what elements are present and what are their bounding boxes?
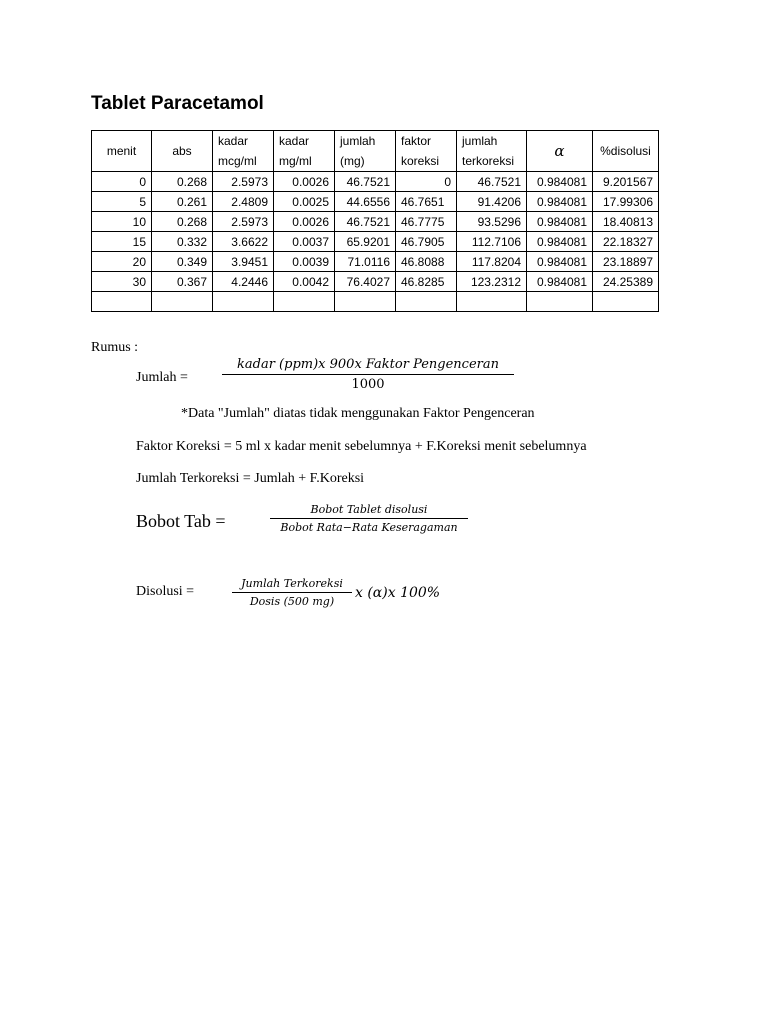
cell-disolusi: 22.18327 [593, 232, 659, 252]
empty-cell [213, 292, 274, 312]
empty-cell [152, 292, 213, 312]
cell-abs: 0.268 [152, 172, 213, 192]
cell-menit: 20 [92, 252, 152, 272]
cell-alpha: 0.984081 [527, 252, 593, 272]
cell-faktor-koreksi: 46.7775 [396, 212, 457, 232]
cell-kadar-mcg: 2.4809 [213, 192, 274, 212]
cell-kadar-mg: 0.0026 [274, 212, 335, 232]
cell-kadar-mcg: 3.9451 [213, 252, 274, 272]
cell-jumlah-terkoreksi: 117.8204 [457, 252, 527, 272]
cell-menit: 30 [92, 272, 152, 292]
cell-kadar-mg: 0.0025 [274, 192, 335, 212]
header-jumlah-terkoreksi: jumlah terkoreksi [457, 131, 527, 172]
empty-cell [335, 292, 396, 312]
cell-faktor-koreksi: 0 [396, 172, 457, 192]
jumlah-denominator: 1000 [351, 377, 385, 392]
cell-menit: 10 [92, 212, 152, 232]
cell-alpha: 0.984081 [527, 172, 593, 192]
cell-jumlah: 71.0116 [335, 252, 396, 272]
header-disolusi: %disolusi [593, 131, 659, 172]
jumlah-numerator: kadar (ppm)x 900x Faktor Pengenceran [222, 357, 514, 375]
cell-jumlah-terkoreksi: 112.7106 [457, 232, 527, 252]
faktor-koreksi-formula: Faktor Koreksi = 5 ml x kadar menit sebelumnya + F.Koreksi menit sebelumnya [136, 439, 587, 454]
table-empty-row [92, 292, 659, 312]
table-row [92, 172, 659, 192]
cell-menit: 0 [92, 172, 152, 192]
header-alpha: α [527, 131, 593, 172]
cell-disolusi: 23.18897 [593, 252, 659, 272]
empty-cell [593, 292, 659, 312]
table-row [92, 232, 659, 252]
disolusi-suffix: x (α)x 100% [355, 585, 441, 601]
cell-alpha: 0.984081 [527, 272, 593, 292]
table-row [92, 212, 659, 232]
cell-jumlah: 44.6556 [335, 192, 396, 212]
jumlah-terkoreksi-formula: Jumlah Terkoreksi = Jumlah + F.Koreksi [136, 471, 365, 486]
jumlah-label: Jumlah = [136, 370, 188, 385]
cell-kadar-mg: 0.0039 [274, 252, 335, 272]
cell-menit: 15 [92, 232, 152, 252]
jumlah-note: *Data "Jumlah" diatas tidak menggunakan Faktor Pengenceran [181, 406, 535, 421]
table-header-row [92, 131, 659, 172]
cell-jumlah: 65.9201 [335, 232, 396, 252]
cell-abs: 0.367 [152, 272, 213, 292]
cell-alpha: 0.984081 [527, 212, 593, 232]
header-faktor-koreksi: faktor koreksi [396, 131, 457, 172]
cell-disolusi: 18.40813 [593, 212, 659, 232]
bobot-numerator: Bobot Tablet disolusi [270, 503, 468, 519]
cell-jumlah: 76.4027 [335, 272, 396, 292]
cell-kadar-mcg: 2.5973 [213, 212, 274, 232]
cell-faktor-koreksi: 46.7651 [396, 192, 457, 212]
cell-jumlah: 46.7521 [335, 172, 396, 192]
cell-kadar-mg: 0.0042 [274, 272, 335, 292]
page-title: Tablet Paracetamol [91, 93, 264, 114]
header-kadar-mg: kadar mg/ml [274, 131, 335, 172]
cell-abs: 0.268 [152, 212, 213, 232]
bobot-label: Bobot Tab = [136, 511, 226, 531]
cell-jumlah: 46.7521 [335, 212, 396, 232]
cell-kadar-mcg: 3.6622 [213, 232, 274, 252]
table-row [92, 192, 659, 212]
cell-kadar-mg: 0.0037 [274, 232, 335, 252]
cell-kadar-mcg: 4.2446 [213, 272, 274, 292]
empty-cell [527, 292, 593, 312]
header-jumlah: jumlah (mg) [335, 131, 396, 172]
cell-disolusi: 9.201567 [593, 172, 659, 192]
cell-abs: 0.332 [152, 232, 213, 252]
cell-faktor-koreksi: 46.8088 [396, 252, 457, 272]
cell-faktor-koreksi: 46.7905 [396, 232, 457, 252]
table-row [92, 252, 659, 272]
empty-cell [396, 292, 457, 312]
empty-cell [457, 292, 527, 312]
header-abs: abs [152, 131, 213, 172]
disolusi-label: Disolusi = [136, 584, 195, 599]
cell-abs: 0.261 [152, 192, 213, 212]
cell-alpha: 0.984081 [527, 192, 593, 212]
cell-disolusi: 24.25389 [593, 272, 659, 292]
header-kadar-mcg: kadar mcg/ml [213, 131, 274, 172]
disolusi-fraction [232, 577, 352, 608]
cell-abs: 0.349 [152, 252, 213, 272]
table-row [92, 272, 659, 292]
cell-menit: 5 [92, 192, 152, 212]
disolusi-denominator: Dosis (500 mg) [249, 595, 335, 608]
cell-jumlah-terkoreksi: 93.5296 [457, 212, 527, 232]
dissolution-table [91, 130, 659, 312]
cell-jumlah-terkoreksi: 46.7521 [457, 172, 527, 192]
cell-disolusi: 17.99306 [593, 192, 659, 212]
cell-kadar-mg: 0.0026 [274, 172, 335, 192]
cell-jumlah-terkoreksi: 91.4206 [457, 192, 527, 212]
empty-cell [274, 292, 335, 312]
cell-alpha: 0.984081 [527, 232, 593, 252]
cell-kadar-mcg: 2.5973 [213, 172, 274, 192]
cell-jumlah-terkoreksi: 123.2312 [457, 272, 527, 292]
empty-cell [92, 292, 152, 312]
rumus-label: Rumus : [91, 340, 139, 355]
bobot-denominator: Bobot Rata−Rata Keseragaman [280, 521, 458, 534]
disolusi-numerator: Jumlah Terkoreksi [232, 577, 352, 593]
jumlah-fraction [222, 357, 514, 392]
cell-faktor-koreksi: 46.8285 [396, 272, 457, 292]
header-menit: menit [92, 131, 152, 172]
bobot-fraction [270, 503, 468, 534]
